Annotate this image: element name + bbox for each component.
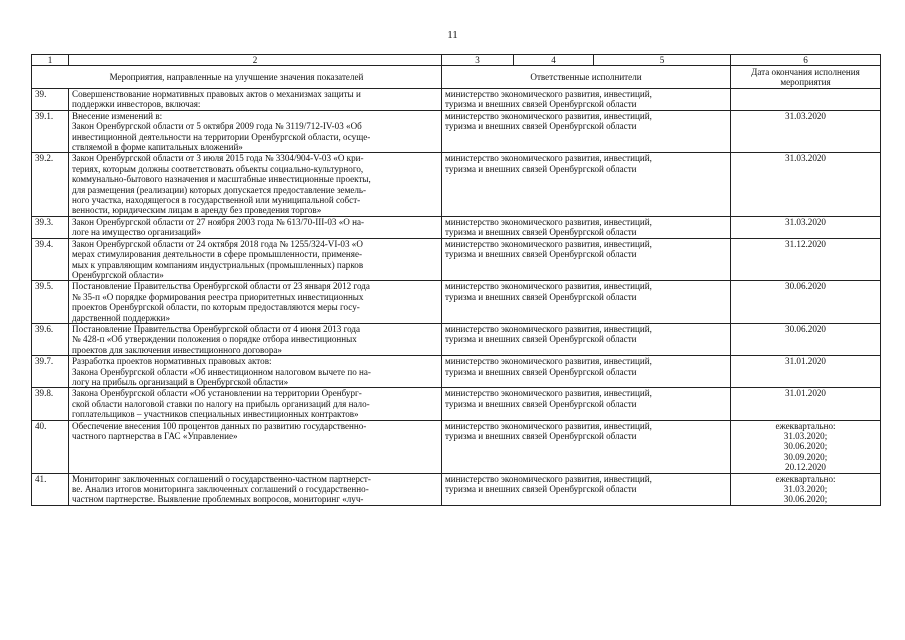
row-number: 39.5. <box>32 281 69 324</box>
deadline-header-line: мероприятия <box>780 77 831 87</box>
deadline-date <box>731 323 881 355</box>
measure-text-line: Постановление Правительства Оренбургской области от 23 января 2012 года <box>72 281 370 292</box>
executor-line: министерство экономического развития, инвестиций, <box>445 473 652 484</box>
deadline-date <box>731 110 881 153</box>
deadline-line: 30.06.2020; <box>783 494 828 505</box>
measure-text-line: дарственной поддержки» <box>72 312 171 323</box>
measure-text <box>69 110 442 153</box>
measure-text-line: частном партнерстве. Выявление проблемных вопросов, мониторинг «луч- <box>72 494 364 505</box>
measure-text-line: гоплательщиков – участников специальных инвестиционных контрактов» <box>72 409 359 420</box>
deadline-line: 31.03.2020 <box>785 110 826 121</box>
deadline-date <box>731 153 881 216</box>
deadline-line: 31.01.2020 <box>785 388 826 399</box>
responsible-executor <box>442 281 731 324</box>
table-row <box>32 89 881 111</box>
measure-text-line: Закон Оренбургской области от 27 ноября 2003 года № 613/70-III-03 «О на- <box>72 216 365 227</box>
executor-line: туризма и внешних связей Оренбургской области <box>445 431 637 441</box>
deadline-line: 31.12.2020 <box>785 238 826 249</box>
table-row <box>32 420 881 473</box>
measure-text <box>69 473 442 505</box>
measure-text <box>69 388 442 420</box>
measure-text-line: логу на прибыль организаций в Оренбургской области» <box>72 376 289 387</box>
executor-line: туризма и внешних связей Оренбургской области <box>445 163 637 174</box>
column-number: 1 <box>32 55 69 66</box>
executor-line: министерство экономического развития, инвестиций, <box>445 89 652 99</box>
executor-line: туризма и внешних связей Оренбургской области <box>445 121 637 132</box>
responsible-executor <box>442 110 731 153</box>
deadline-line: 20.12.2020 <box>785 462 826 473</box>
measure-text <box>69 281 442 324</box>
responsible-executor <box>442 420 731 473</box>
measure-text-line: поддержки инвесторов, включая: <box>72 99 201 110</box>
column-number: 6 <box>731 55 881 66</box>
measure-text-line: коммунально-бытового назначения и масштабные инвестиционные проекты, <box>72 174 371 185</box>
column-number: 3 <box>442 55 514 66</box>
measure-text-line: № 428-п «Об утверждении положения о порядке отбора инвестиционных <box>72 334 357 345</box>
row-number: 39.8. <box>32 388 69 420</box>
measure-text <box>69 153 442 216</box>
row-number: 39. <box>32 89 69 111</box>
executor-line: туризма и внешних связей Оренбургской области <box>445 291 637 302</box>
deadline-line: 31.03.2020; <box>783 431 828 441</box>
deadline-date <box>731 238 881 281</box>
responsible-executor <box>442 153 731 216</box>
table-row <box>32 110 881 153</box>
page-number: 11 <box>447 29 458 41</box>
measure-text-line: Закона Оренбургской области «Об инвестиционном налоговом вычете по на- <box>72 366 371 377</box>
measure-text <box>69 323 442 355</box>
deadline-header <box>731 66 881 89</box>
executor-line: туризма и внешних связей Оренбургской области <box>445 227 637 238</box>
measure-text-line: Постановление Правительства Оренбургской области от 4 июня 2013 года <box>72 323 361 334</box>
responsible-executor <box>442 89 731 111</box>
responsible-executor <box>442 323 731 355</box>
table-row <box>32 356 881 388</box>
row-number: 40. <box>32 420 69 473</box>
measure-text <box>69 356 442 388</box>
row-number: 39.2. <box>32 153 69 216</box>
executor-line: министерство экономического развития, инвестиций, <box>445 388 652 399</box>
executor-line: министерство экономического развития, инвестиций, <box>445 420 652 431</box>
measure-text <box>69 89 442 111</box>
measure-text-line: Закона Оренбургской области «Об установлении на территории Оренбург- <box>72 388 362 399</box>
deadline-line: 31.01.2020 <box>785 356 826 367</box>
table-row <box>32 216 881 238</box>
executor-line: министерство экономического развития, инвестиций, <box>445 238 652 249</box>
executor-line: туризма и внешних связей Оренбургской области <box>445 249 637 260</box>
measure-text-line: Закон Оренбургской области от 24 октября 2018 года № 1255/324-VI-03 «О <box>72 238 363 249</box>
measure-text <box>69 420 442 473</box>
executor-line: министерство экономического развития, инвестиций, <box>445 323 652 334</box>
measure-text-line: Мониторинг заключенных соглашений о государственно-частном партнерст- <box>72 473 371 484</box>
executor-line: министерство экономического развития, инвестиций, <box>445 110 652 121</box>
responsible-executor <box>442 238 731 281</box>
deadline-line: 30.06.2020; <box>783 441 828 452</box>
measure-text-line: Оренбургской области» <box>72 269 164 280</box>
measure-text-line: частного партнерства в ГАС «Управление» <box>72 431 238 441</box>
measure-text <box>69 238 442 281</box>
executor-line: министерство экономического развития, инвестиций, <box>445 153 652 164</box>
row-number: 39.7. <box>32 356 69 388</box>
deadline-date <box>731 281 881 324</box>
table-row <box>32 323 881 355</box>
measure-text-line: венности, юридическим лицам в аренду без проведения торгов» <box>72 205 322 216</box>
deadline-date <box>731 473 881 505</box>
deadline-line: 30.06.2020 <box>785 323 826 334</box>
row-number: 39.6. <box>32 323 69 355</box>
table-row <box>32 473 881 505</box>
deadline-line: 30.06.2020 <box>785 281 826 292</box>
measures-header: Мероприятия, направленные на улучшение значения показателей <box>32 66 442 89</box>
table-row <box>32 281 881 324</box>
executor-line: туризма и внешних связей Оренбургской области <box>445 484 637 495</box>
deadline-date <box>731 356 881 388</box>
measure-text-line: ской области налоговой ставки по налогу на прибыль организаций для нало- <box>72 398 370 409</box>
measure-text-line: ве. Анализ итогов мониторинга заключенных соглашений о государственно- <box>72 484 369 495</box>
column-number: 5 <box>594 55 731 66</box>
measure-text-line: Обеспечение внесения 100 процентов данных по развитию государственно- <box>72 420 367 431</box>
row-number: 39.4. <box>32 238 69 281</box>
deadline-line: 30.09.2020; <box>783 451 828 462</box>
deadline-header-line: Дата окончания исполнения <box>751 66 860 77</box>
column-number-row <box>32 55 881 66</box>
row-number: 39.1. <box>32 110 69 153</box>
measure-text-line: № 35-п «О порядке формирования реестра приоритетных инвестиционных <box>72 291 364 302</box>
measure-text-line: мерах стимулирования деятельности в сфере промышленности, применяе- <box>72 249 363 260</box>
measures-table <box>31 54 881 506</box>
deadline-line: ежеквартально: <box>775 420 836 431</box>
executor-line: министерство экономического развития, инвестиций, <box>445 281 652 292</box>
responsible-executor <box>442 356 731 388</box>
executor-line: туризма и внешних связей Оренбургской области <box>445 334 637 345</box>
header-row <box>32 66 881 89</box>
deadline-date <box>731 89 881 111</box>
executor-line: министерство экономического развития, инвестиций, <box>445 216 652 227</box>
executors-header: Ответственные исполнители <box>442 66 731 89</box>
responsible-executor <box>442 388 731 420</box>
deadline-line: 31.03.2020 <box>785 216 826 227</box>
deadline-date <box>731 388 881 420</box>
executor-line: туризма и внешних связей Оренбургской области <box>445 366 637 377</box>
responsible-executor <box>442 216 731 238</box>
deadline-line: 31.03.2020 <box>785 153 826 164</box>
deadline-line: 31.03.2020; <box>783 484 828 495</box>
row-number: 39.3. <box>32 216 69 238</box>
measure-text-line: инвестиционной деятельности на территории Оренбургской области, осуще- <box>72 131 371 142</box>
measure-text-line: Закон Оренбургской области от 3 июля 2015 года № 3304/904-V-03 «О кри- <box>72 153 364 164</box>
measure-text-line: логе на имущество организаций» <box>72 227 202 238</box>
measure-text-line: Совершенствование нормативных правовых актов о механизмах защиты и <box>72 89 361 99</box>
measure-text-line: Внесение изменений в: <box>72 110 163 121</box>
measure-text-line: Закон Оренбургской области от 5 октября 2009 года № 3119/712-IV-03 «Об <box>72 121 362 132</box>
measure-text-line: для размещения (реализации) которых допускается предоставление земель- <box>72 184 367 195</box>
table-row <box>32 153 881 216</box>
measure-text-line: проектов для заключения инвестиционного договора» <box>72 344 282 355</box>
measure-text-line: ствляемой в форме капитальных вложений» <box>72 142 243 153</box>
column-number: 4 <box>514 55 594 66</box>
measure-text <box>69 216 442 238</box>
executor-line: туризма и внешних связей Оренбургской области <box>445 398 637 409</box>
deadline-date <box>731 420 881 473</box>
measure-text-line: ного участка, находящегося в государственной или муниципальной собст- <box>72 195 361 206</box>
measure-text-line: Разработка проектов нормативных правовых актов: <box>72 356 272 367</box>
responsible-executor <box>442 473 731 505</box>
deadline-line: ежеквартально: <box>775 473 836 484</box>
measure-text-line: мых к управляющим компаниям индустриальных (промышленных) парков <box>72 259 364 270</box>
row-number: 41. <box>32 473 69 505</box>
measure-text-line: проектов Оренбургской области, по которым предоставляются меры госу- <box>72 302 360 313</box>
measure-text-line: териях, которым должны соответствовать объекты социально-культурного, <box>72 163 364 174</box>
column-number: 2 <box>69 55 442 66</box>
executor-line: министерство экономического развития, инвестиций, <box>445 356 652 367</box>
table-row <box>32 388 881 420</box>
deadline-date <box>731 216 881 238</box>
table-row <box>32 238 881 281</box>
executor-line: туризма и внешних связей Оренбургской области <box>445 99 637 110</box>
